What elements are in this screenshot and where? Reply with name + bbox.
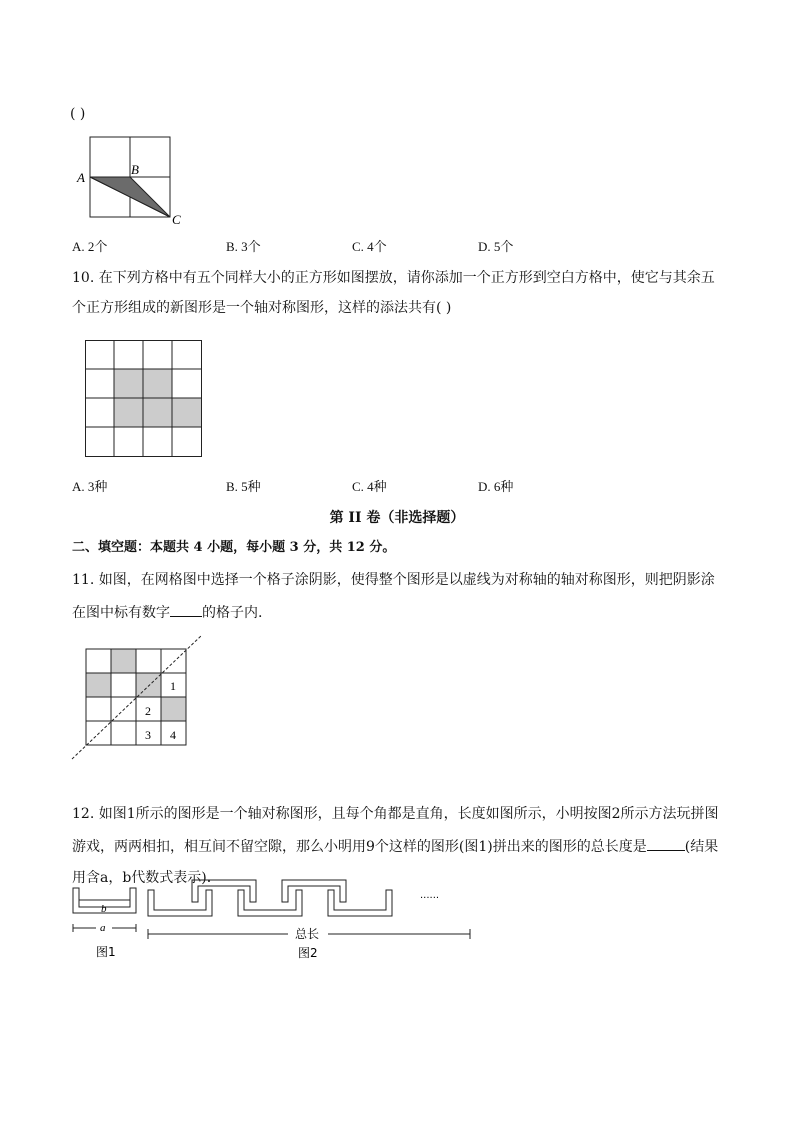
q11-answer-blank[interactable] <box>170 602 202 617</box>
q12-fig1-caption: 图1 <box>96 945 116 959</box>
section-title: 第 II 卷（非选择题） <box>329 510 465 526</box>
q12-figures <box>70 880 480 965</box>
q12-fig2-caption: 图2 <box>298 946 318 960</box>
q10-option-b: B. 5种 <box>226 479 261 494</box>
q9-label-b: B <box>131 162 139 177</box>
q9-option-d: D. 5个 <box>478 239 514 254</box>
q10-option-c: C. 4种 <box>352 479 387 494</box>
q9-option-b: B. 3个 <box>226 239 261 254</box>
q11-line2-pre: 在图中标有数字 <box>72 605 170 621</box>
q10-text-line1: 10. 在下列方格中有五个同样大小的正方形如图摆放，请你添加一个正方形到空白方格中，使它与其余五 <box>72 270 715 286</box>
q10-option-d: D. 6种 <box>478 479 514 494</box>
q12-fig1-a-label: a <box>100 922 106 934</box>
q12-line2-post: (结果 <box>684 839 719 855</box>
q11-cell-3: 3 <box>145 728 151 742</box>
q12-fig2-total-label: 总长 <box>295 927 320 941</box>
q11-text-line1: 11. 如图，在网格图中选择一个格子涂阴影，使得整个图形是以虚线为对称轴的轴对称图形，则把阴影涂 <box>72 572 715 588</box>
q10-option-a: A. 3种 <box>72 479 108 494</box>
q10-text-line2: 个正方形组成的新图形是一个轴对称图形，这样的添法共有( ) <box>72 300 452 316</box>
q12-fig2-ellipsis: ...... <box>420 890 440 901</box>
q9-grid-figure <box>75 132 190 232</box>
q12-answer-blank[interactable] <box>647 836 685 851</box>
q12-fig2-shape <box>148 880 392 916</box>
q11-line2-post: 的格子内. <box>202 605 263 621</box>
q9-option-c: C. 4个 <box>352 239 387 254</box>
q12-line2-pre: 游戏，两两相扣，相互间不留空隙，那么小明用9个这样的图形(图1)拼出来的图形的总长度是 <box>72 839 647 855</box>
q9-label-a: A <box>77 170 85 185</box>
q12-text-line1: 12. 如图1所示的图形是一个轴对称图形，且每个角都是直角，长度如图所示，小明按图2所示方法玩拼图 <box>72 806 719 822</box>
q12-text-line2 <box>72 836 718 857</box>
q12-fig1-b-label: b <box>101 903 107 915</box>
q11-cell-1: 1 <box>170 679 176 693</box>
q10-grid-figure <box>85 340 203 458</box>
section-subtitle: 二、填空题：本题共 4 小题，每小题 3 分，共 12 分。 <box>72 540 396 555</box>
q11-grid-figure <box>70 635 205 765</box>
q12-text-line3: 用含a，b代数式表示). <box>72 870 212 886</box>
q11-cell-2: 2 <box>145 704 151 718</box>
q9-label-c: C <box>172 212 181 227</box>
q9-option-a: A. 2个 <box>72 239 108 254</box>
q11-text-line2 <box>72 602 262 623</box>
q9-answer-paren: ( ) <box>70 106 86 122</box>
q11-cell-4: 4 <box>170 728 176 742</box>
